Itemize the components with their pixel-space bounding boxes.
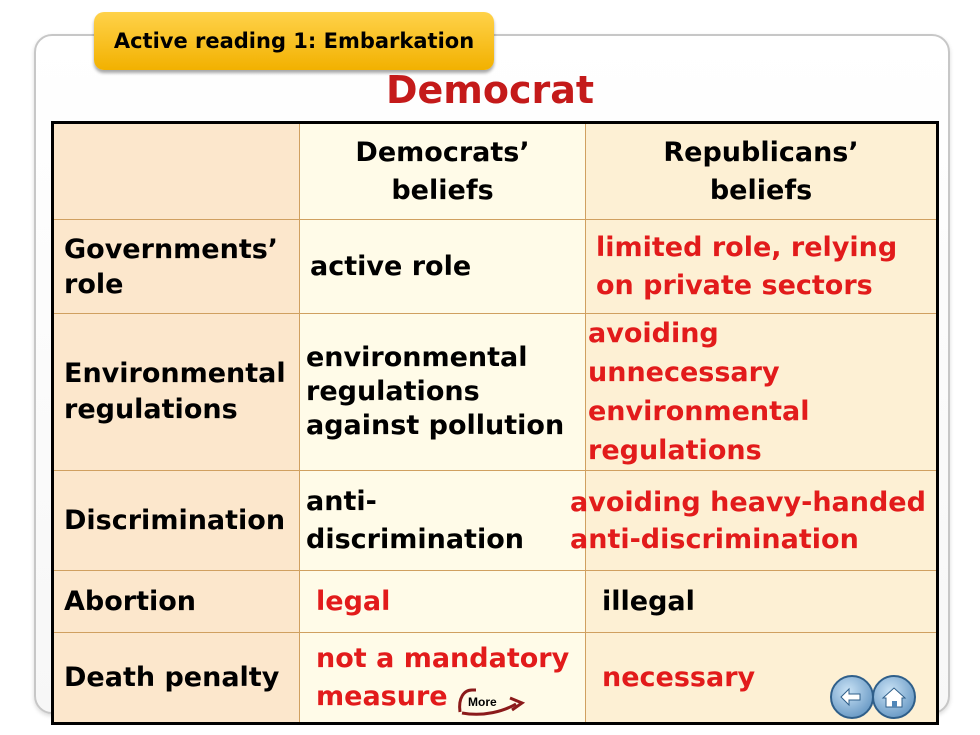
table-row (53, 471, 938, 571)
row-republicans-cell (586, 220, 938, 314)
header-cell-democrats (300, 123, 586, 220)
row-topic-text: Discrimination (64, 504, 286, 536)
row-topic-text: Governments’ role (64, 233, 279, 300)
table-row (53, 571, 938, 633)
row-democrats-cell (300, 471, 586, 571)
row-topic-cell (53, 314, 300, 471)
row-democrats-text: environmental regulations against pollution (306, 342, 565, 441)
header-cell-empty (53, 123, 300, 220)
table-header-row (53, 123, 938, 220)
home-button[interactable] (872, 675, 916, 719)
row-democrats-text: anti-discrimination (306, 485, 524, 555)
row-republicans-text: limited role, relying on private sectors (596, 231, 898, 301)
slide-title: Democrat (385, 68, 595, 112)
home-icon (874, 677, 914, 717)
beliefs-table (51, 121, 939, 725)
row-topic-cell (53, 571, 300, 633)
row-democrats-cell (300, 571, 586, 633)
more-arrow-icon (454, 684, 528, 718)
header-republicans-text: Republicans’ beliefs (663, 136, 859, 206)
row-democrats-text: active role (310, 250, 472, 282)
row-democrats-text: not a mandatory measure (316, 642, 570, 712)
row-republicans-text: illegal (602, 585, 695, 617)
header-cell-republicans (586, 123, 938, 220)
row-republicans-text: avoiding heavy-handed anti-discrimination (570, 486, 926, 555)
back-button[interactable] (830, 675, 874, 719)
row-topic-cell (53, 471, 300, 571)
row-topic-text: Environmental regulations (64, 358, 286, 425)
back-arrow-icon (832, 677, 872, 717)
row-topic-text: Death penalty (64, 661, 280, 693)
row-democrats-text: legal (316, 585, 391, 617)
row-topic-text: Abortion (64, 585, 197, 617)
more-button[interactable] (454, 684, 528, 718)
row-republicans-cell (586, 571, 938, 633)
row-republicans-text: necessary (602, 661, 756, 693)
row-topic-cell (53, 220, 300, 314)
more-label: More (468, 695, 497, 709)
table-row (53, 220, 938, 314)
row-democrats-cell (300, 220, 586, 314)
row-republicans-text: avoiding unnecessary environmental regulations (588, 318, 810, 466)
row-democrats-cell (300, 314, 586, 471)
row-democrats-cell (300, 633, 586, 724)
table-row (53, 314, 938, 471)
row-republicans-cell (586, 314, 938, 471)
row-topic-cell (53, 633, 300, 724)
header-democrats-text: Democrats’ beliefs (355, 136, 530, 206)
section-tab-label (94, 12, 494, 70)
row-republicans-cell (570, 471, 938, 571)
section-tab-text: Active reading 1: Embarkation (113, 29, 475, 53)
